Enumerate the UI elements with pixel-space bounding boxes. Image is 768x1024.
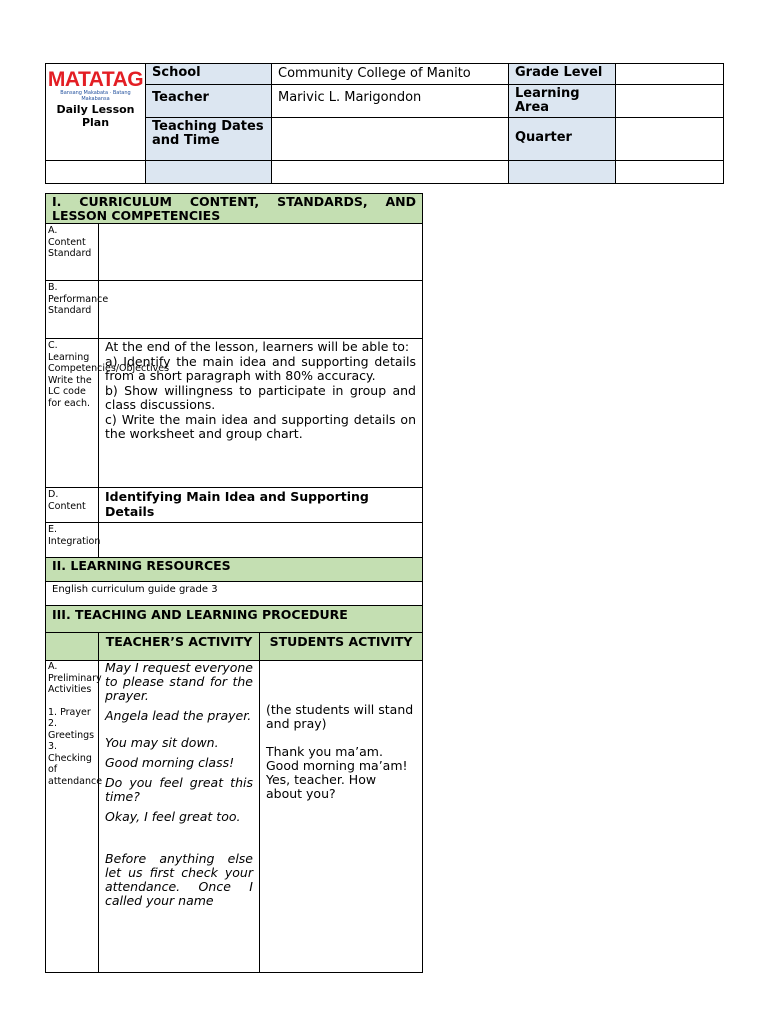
dates-label: Teaching Dates and Time (146, 118, 272, 161)
logo-cell (46, 64, 146, 161)
section-procedure-title: III. TEACHING AND LEARNING PROCEDURE (46, 606, 423, 633)
teacher-activity-header: TEACHER’S ACTIVITY (99, 633, 260, 661)
content-standard-value (99, 224, 423, 281)
area-value (616, 85, 724, 118)
integration-value (99, 523, 423, 558)
quarter-value (616, 118, 724, 161)
teacher-line: Do you feel great this time? (105, 775, 253, 804)
teacher-line: You may sit down. (105, 735, 219, 750)
teacher-line: May I request everyone to please stand for the prayer. (105, 660, 253, 703)
content-label: D. Content (46, 488, 99, 523)
school-value: Community College of Manito (272, 64, 509, 85)
content-standard-label: A. Content Standard (46, 224, 99, 281)
blank-cell (272, 161, 509, 184)
performance-standard-label: B. Performance Standard (46, 281, 99, 339)
blank-label-cell (146, 161, 272, 184)
student-line: (the students will stand and pray) (266, 702, 414, 731)
quarter-label: Quarter (509, 118, 616, 161)
section-resources-title: II. LEARNING RESOURCES (46, 558, 423, 582)
header-table (45, 63, 724, 184)
objective-b: b) Show willingness to participate in group and class discussions. (105, 382, 416, 412)
blank-label-cell (509, 161, 616, 184)
blank-header-cell (46, 633, 99, 661)
plan-title: Daily Lesson Plan (56, 103, 135, 129)
teacher-label: Teacher (146, 85, 272, 118)
section-curriculum-title: I. CURRICULUM CONTENT, STANDARDS, AND LESSON COMPETENCIES (46, 194, 423, 224)
blank-cell (616, 161, 724, 184)
preliminary-title: A. Preliminary Activities (48, 661, 102, 695)
teacher-value: Marivic L. Marigondon (272, 85, 509, 118)
student-line: Thank you ma’am. Good morning ma’am! (266, 744, 408, 773)
resource-item: English curriculum guide grade 3 (46, 582, 423, 606)
area-label: Learning Area (509, 85, 616, 118)
dates-value (272, 118, 509, 161)
logo-tagline: Bansang Makabata · Batang Makabansa (60, 90, 131, 102)
student-line: Yes, teacher. How about you? (266, 772, 377, 801)
students-activity-cell (260, 661, 423, 973)
teacher-line: Before anything else let us first check your attendance. Once I called your name (105, 851, 253, 908)
objective-c: c) Write the main idea and supporting details on the worksheet and group chart. (105, 411, 416, 441)
preliminary-activities-label (46, 661, 103, 973)
objective-a: a) Identify the main idea and supporting details from a short paragraph with 80% accuracy. (105, 353, 416, 383)
school-label: School (146, 64, 272, 85)
grade-label: Grade Level (509, 64, 616, 85)
competencies-value (99, 339, 423, 488)
lesson-table (45, 193, 423, 973)
teacher-line: Okay, I feel great too. (105, 809, 241, 824)
students-activity-header: STUDENTS ACTIVITY (260, 633, 423, 661)
blank-cell (46, 161, 146, 184)
preliminary-items: 1. Prayer 2. Greetings 3. Checking of attendance (48, 706, 103, 787)
teacher-activity-cell (99, 661, 260, 973)
teacher-line: Angela lead the prayer. (105, 708, 252, 723)
objectives-intro: At the end of the lesson, learners will be able to: (105, 339, 410, 354)
teacher-line: Good morning class! (105, 755, 235, 770)
competencies-label: C. Learning Competencies/Objectives Write the LC code for each. (46, 339, 99, 488)
integration-label: E. Integration (46, 523, 99, 558)
performance-standard-value (99, 281, 423, 339)
grade-value (616, 64, 724, 85)
matatag-logo: MATATAG (47, 68, 144, 91)
content-value: Identifying Main Idea and Supporting Details (99, 488, 423, 523)
